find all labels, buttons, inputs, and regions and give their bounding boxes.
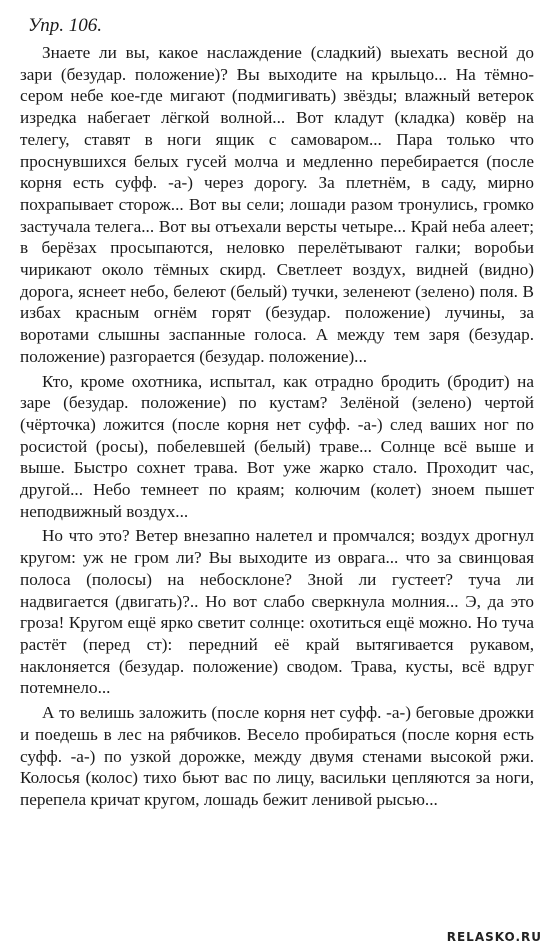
watermark-text: RELASKO.RU [446,930,542,944]
exercise-title: Упр. 106. [28,15,103,36]
exercise-page [20,14,534,814]
paragraph-2: Кто, кроме охотника, испытал, как отрадно бродить (бродит) на заре (безудар. положение) по кустам? Зелёной (зелено) чертой (чёрточка) ложится (после корня нет суфф. -а-) след ваших ног по росистой (росы), побелевшей (белый) траве... Солнце всё выше и выше. Быстро сохнет трава. Вот уже жарко стало. Проходит час, другой... Небо темнеет по краям; колючим (колет) зноем пышет неподвижный воздух... [20,371,534,521]
paragraph-4: А то велишь заложить (после корня нет суфф. -а-) беговые дрожки и поедешь в лес на рябчиков. Весело пробираться (после корня есть суфф. -а-) по узкой дорожке, между двумя стенами высокой ржи. Колосья (колос) тихо бьют вас по лицу, васильки цепляются за ноги, перепела кричат кругом, лошадь бежит ленивой рысью... [20,703,534,809]
paragraph-1: Знаете ли вы, какое наслаждение (сладкий) выехать весной до зари (безудар. положение)? Вы выходите на крыльцо... На тёмно-сером небе кое-где мигают (подмигивать) звёзды; влажный ветерок изредка набегает лёгкой волной... Вот кладут (кладка) ковёр на телегу, ставят в ноги ящик с самоваром... Пара только что проснувшихся белых гусей молча и медленно перебирается (после корня есть суфф. -а-) через дорогу. За плетнём, в саду, мирно похрапывает сторож... Вот вы сели; лошади разом тронулись, громко застучала телега... Вот вы отъехали версты четыре... Край неба алеет; в берёзах просыпаются, неловко перелётывают галки; воробьи чирикают около тёмных скирд. Светлеет воздух, видней (видно) дорога, яснеет небо, белеют (белый) тучки, зеленеют (зелено) поля. В избах красным огнём горят (безудар. положение) лучины, за воротами слышны заспанные голоса. А между тем заря (безудар. положение) разгорается (безудар. положение)... [20,43,534,366]
paragraph-3: Но что это? Ветер внезапно налетел и промчался; воздух дрогнул кругом: уж не гром ли? Вы выходите из оврага... что за свинцовая полоса (полосы) на небосклоне? Зной ли густеет? туча ли надвигается (двигать)?.. Но вот слабо сверкнула молния... Э, да это гроза! Кругом ещё ярко светит солнце: охотиться ещё можно. Но туча растёт (перед ст): передний её край вытягивается рукавом, наклоняется (безудар. положение) сводом. Трава, кусты, всё вдруг потемнело... [20,526,534,698]
